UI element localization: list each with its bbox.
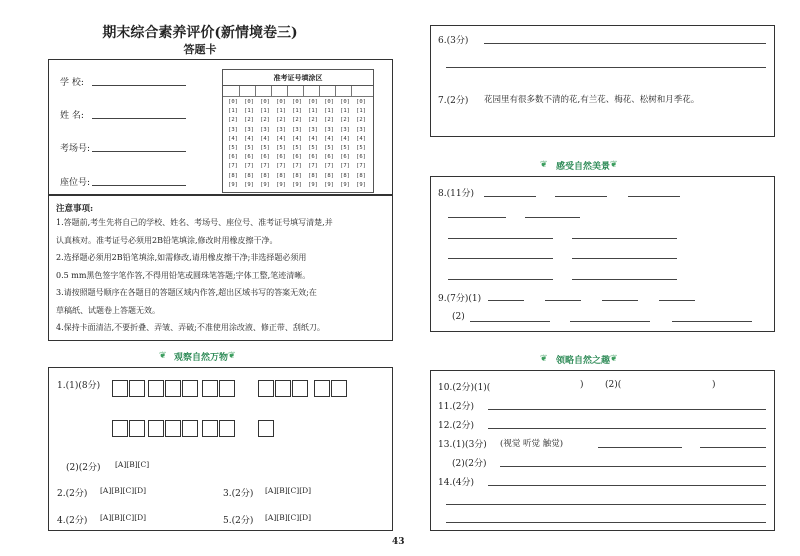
q10-2-close: ) xyxy=(712,380,716,390)
exam-id-digit-bubble[interactable]: [1] xyxy=(356,108,366,115)
exam-id-digit-bubble[interactable]: [2] xyxy=(244,117,254,124)
exam-id-digit-bubble[interactable]: [3] xyxy=(308,126,318,133)
exam-id-digit-column[interactable] xyxy=(257,98,273,190)
note-line: 3.请按照题号顺序在各题目的答题区域内作答,超出区域书写的答案无效;在 xyxy=(56,288,317,297)
leaf-icon: ❦ xyxy=(540,354,548,364)
exam-id-digit-bubble[interactable]: [6] xyxy=(228,154,238,161)
q3-label: 3.(2分) xyxy=(223,489,254,499)
exam-id-digit-bubble[interactable]: [0] xyxy=(356,99,366,105)
exam-id-digit-bubble[interactable]: [1] xyxy=(308,108,318,115)
exam-id-digit-bubble[interactable]: [6] xyxy=(324,154,334,161)
school-label: 学 校: xyxy=(60,78,84,88)
exam-id-digit-column[interactable] xyxy=(225,98,241,190)
exam-id-digit-bubble[interactable]: [1] xyxy=(324,108,334,115)
q13-label: 13.(1)(3分) xyxy=(438,440,487,450)
writing-grid-cell[interactable] xyxy=(129,380,145,397)
q7-label: 7.(2分) xyxy=(438,96,469,106)
leaf-icon: ❦ xyxy=(159,351,167,361)
exam-id-digit-bubble[interactable]: [4] xyxy=(276,135,286,142)
page-number: 43 xyxy=(392,537,405,547)
q13-line[interactable] xyxy=(598,447,682,448)
writing-grid-cell[interactable] xyxy=(258,380,274,397)
exam-id-digit-bubble[interactable]: [4] xyxy=(260,135,270,142)
exam-id-digit-bubble[interactable]: [8] xyxy=(276,172,286,179)
q10-2-label: (2)( xyxy=(605,380,622,390)
q9-line[interactable] xyxy=(545,300,581,301)
exam-id-digit-bubble[interactable]: [5] xyxy=(260,145,270,152)
exam-id-digit-bubble[interactable]: [0] xyxy=(228,99,238,105)
note-line: 4.保持卡面清洁,不要折叠、弄皱、弄破;不准使用涂改液、修正带、刮纸刀。 xyxy=(56,323,325,332)
exam-id-digit-bubble[interactable]: [1] xyxy=(292,108,302,115)
q1-2-label: (2)(2分) xyxy=(66,463,101,473)
exam-id-area xyxy=(222,69,374,193)
writing-grid-cell[interactable] xyxy=(112,420,128,437)
q2-label: 2.(2分) xyxy=(57,489,88,499)
exam-id-digit-bubble[interactable]: [6] xyxy=(244,154,254,161)
exam-room-label: 考场号: xyxy=(60,144,91,154)
exam-id-digit-bubble[interactable]: [3] xyxy=(324,126,334,133)
q9-line[interactable] xyxy=(570,321,650,322)
q7-text: 花园里有很多数不清的花,有兰花、梅花、松树和月季花。 xyxy=(484,95,700,105)
writing-grid-cell[interactable] xyxy=(202,420,218,437)
exam-id-digit-column[interactable] xyxy=(241,98,257,190)
q12-line[interactable] xyxy=(488,428,766,429)
exam-id-digit-bubble[interactable]: [9] xyxy=(308,181,318,188)
q9-line[interactable] xyxy=(488,300,524,301)
notes-heading: 注意事项: xyxy=(56,204,94,214)
exam-id-digit-bubble[interactable]: [4] xyxy=(356,135,366,142)
q8-line[interactable] xyxy=(484,196,536,197)
exam-id-digit-bubble[interactable]: [0] xyxy=(308,99,318,105)
exam-id-digit-bubble[interactable]: [7] xyxy=(308,163,318,170)
exam-id-digit-column[interactable] xyxy=(273,98,289,190)
exam-id-digit-bubble[interactable]: [6] xyxy=(276,154,286,161)
q5-options[interactable]: [A][B][C][D] xyxy=(265,513,312,522)
exam-id-digit-bubble[interactable]: [3] xyxy=(292,126,302,133)
exam-id-digit-bubble[interactable]: [3] xyxy=(276,126,286,133)
exam-id-digit-bubble[interactable]: [0] xyxy=(324,99,334,105)
exam-id-digit-column[interactable] xyxy=(305,98,321,190)
q10-close: ) xyxy=(580,380,584,390)
page-subtitle: 答题卡 xyxy=(183,43,217,56)
q6-label: 6.(3分) xyxy=(438,36,469,46)
q9-1-label: 9.(7分)(1) xyxy=(438,294,482,304)
q8-line[interactable] xyxy=(555,196,607,197)
exam-id-digit-bubble[interactable]: [9] xyxy=(340,181,350,188)
writing-grid-cell[interactable] xyxy=(275,380,291,397)
q8-line[interactable] xyxy=(572,258,677,259)
exam-id-digit-bubble[interactable]: [5] xyxy=(228,145,238,152)
exam-id-digit-bubble[interactable]: [7] xyxy=(340,163,350,170)
q14-line[interactable] xyxy=(446,504,766,505)
exam-id-digit-bubble[interactable]: [8] xyxy=(228,172,238,179)
name-label: 姓 名: xyxy=(60,111,84,121)
leaf-icon: ❦ xyxy=(228,351,236,361)
writing-grid-cell[interactable] xyxy=(112,380,128,397)
exam-id-digit-bubble[interactable]: [4] xyxy=(340,135,350,142)
exam-id-digit-bubble[interactable]: [2] xyxy=(276,117,286,124)
exam-id-digit-bubble[interactable]: [2] xyxy=(292,117,302,124)
q6-answer-line[interactable] xyxy=(484,43,766,44)
exam-id-title: 准考证号填涂区 xyxy=(223,70,373,86)
exam-id-digit-bubble[interactable]: [2] xyxy=(260,117,270,124)
q3-options[interactable]: [A][B][C][D] xyxy=(265,486,312,495)
exam-id-digit-bubble[interactable]: [2] xyxy=(324,117,334,124)
exam-id-digit-bubble[interactable]: [7] xyxy=(324,163,334,170)
writing-grid-cell[interactable] xyxy=(182,420,198,437)
exam-id-digit-bubble[interactable]: [7] xyxy=(260,163,270,170)
exam-id-digit-bubble[interactable]: [7] xyxy=(356,163,366,170)
exam-id-digit-bubble[interactable]: [9] xyxy=(292,181,302,188)
q9-line[interactable] xyxy=(659,300,695,301)
exam-id-digit-bubble[interactable]: [5] xyxy=(292,145,302,152)
exam-id-digit-bubble[interactable]: [4] xyxy=(228,135,238,142)
exam-id-digit-bubble[interactable]: [6] xyxy=(260,154,270,161)
exam-id-digit-bubble[interactable]: [9] xyxy=(260,181,270,188)
q1-1-label: 1.(1)(8分) xyxy=(57,381,101,391)
note-line: 0.5 mm黑色签字笔作答,不得用铅笔或圆珠笔答题;字体工整,笔迹清晰。 xyxy=(56,270,311,280)
exam-id-digit-bubble[interactable]: [4] xyxy=(292,135,302,142)
exam-id-digit-bubble[interactable]: [3] xyxy=(340,126,350,133)
q6-q7-box xyxy=(430,25,775,137)
q9-line[interactable] xyxy=(672,321,752,322)
exam-id-digit-bubble[interactable]: [8] xyxy=(292,172,302,179)
q11-label: 11.(2分) xyxy=(438,402,475,412)
exam-id-digit-bubble[interactable]: [2] xyxy=(356,117,366,124)
exam-id-digit-bubble[interactable]: [9] xyxy=(324,181,334,188)
exam-id-digit-bubble[interactable]: [3] xyxy=(228,126,238,133)
exam-id-digit-bubble[interactable]: [4] xyxy=(324,135,334,142)
exam-id-digit-bubble[interactable]: [6] xyxy=(308,154,318,161)
exam-id-digit-bubble[interactable]: [0] xyxy=(292,99,302,105)
exam-id-digit-bubble[interactable]: [3] xyxy=(260,126,270,133)
q8-line[interactable] xyxy=(448,258,553,259)
writing-grid-cell[interactable] xyxy=(258,420,274,437)
exam-id-digit-bubble[interactable]: [4] xyxy=(244,135,254,142)
leaf-icon: ❦ xyxy=(610,354,618,364)
q4-label: 4.(2分) xyxy=(57,516,88,526)
exam-id-digit-bubble[interactable]: [7] xyxy=(244,163,254,170)
exam-id-digit-bubble[interactable]: [8] xyxy=(244,172,254,179)
exam-id-digit-bubble[interactable]: [6] xyxy=(340,154,350,161)
q4-options[interactable]: [A][B][C][D] xyxy=(100,513,147,522)
section-fun-title: 领略自然之趣 xyxy=(556,356,611,366)
exam-id-digit-bubble[interactable]: [6] xyxy=(292,154,302,161)
writing-grid-cell[interactable] xyxy=(314,380,330,397)
q14-line[interactable] xyxy=(446,522,766,523)
exam-id-digit-bubble[interactable]: [1] xyxy=(260,108,270,115)
exam-id-digit-bubble[interactable]: [3] xyxy=(244,126,254,133)
writing-grid-cell[interactable] xyxy=(129,420,145,437)
q10-label: 10.(2分)(1)( xyxy=(438,383,491,393)
exam-id-digit-bubble[interactable]: [0] xyxy=(340,99,350,105)
note-line: 认真核对。准考证号必须用2B铅笔填涂,修改时用橡皮擦干净。 xyxy=(56,235,278,245)
writing-grid-cell[interactable] xyxy=(219,380,235,397)
writing-grid-cell[interactable] xyxy=(148,420,164,437)
exam-id-digit-bubble[interactable]: [5] xyxy=(340,145,350,152)
exam-id-digit-bubble[interactable]: [3] xyxy=(356,126,366,133)
q6-answer-line[interactable] xyxy=(446,67,766,68)
q13-options: (视觉 听觉 触觉) xyxy=(500,439,564,449)
exam-id-digit-bubble[interactable]: [2] xyxy=(340,117,350,124)
exam-id-digit-bubble[interactable]: [6] xyxy=(356,154,366,161)
writing-grid-cell[interactable] xyxy=(182,380,198,397)
q8-line[interactable] xyxy=(572,279,677,280)
exam-id-digit-bubble[interactable]: [8] xyxy=(356,172,366,179)
note-line: 2.选择题必须用2B铅笔填涂,如需修改,请用橡皮擦干净;非选择题必须用 xyxy=(56,253,307,262)
exam-id-digit-bubble[interactable]: [4] xyxy=(308,135,318,142)
exam-id-digit-bubble[interactable]: [0] xyxy=(260,99,270,105)
exam-id-digit-bubble[interactable]: [9] xyxy=(244,181,254,188)
exam-id-digit-bubble[interactable]: [2] xyxy=(228,117,238,124)
q8-line[interactable] xyxy=(448,217,506,218)
writing-grid-cell[interactable] xyxy=(165,380,181,397)
exam-id-digit-bubble[interactable]: [1] xyxy=(340,108,350,115)
exam-id-digit-bubble[interactable]: [9] xyxy=(356,181,366,188)
exam-id-digit-bubble[interactable]: [5] xyxy=(356,145,366,152)
exam-id-digit-bubble[interactable]: [5] xyxy=(276,145,286,152)
exam-id-digit-bubble[interactable]: [8] xyxy=(340,172,350,179)
school-field[interactable] xyxy=(92,85,186,86)
exam-id-digit-bubble[interactable]: [7] xyxy=(276,163,286,170)
writing-grid-cell[interactable] xyxy=(165,420,181,437)
exam-id-digit-bubble[interactable]: [7] xyxy=(292,163,302,170)
q13-line[interactable] xyxy=(500,466,766,467)
q8-line[interactable] xyxy=(448,238,553,239)
exam-id-digit-bubble[interactable]: [8] xyxy=(308,172,318,179)
q8-line[interactable] xyxy=(572,238,677,239)
q9-2-label: (2) xyxy=(452,312,465,322)
note-line: 1.答题前,考生先将自己的学校、姓名、考场号、座位号、准考证号填写清楚,并 xyxy=(56,218,333,227)
q12-label: 12.(2分) xyxy=(438,421,475,431)
exam-id-digit-column[interactable] xyxy=(289,98,305,190)
exam-id-digit-bubble[interactable]: [1] xyxy=(244,108,254,115)
page-title: 期末综合素养评价(新情境卷三) xyxy=(102,25,298,41)
q14-line[interactable] xyxy=(488,485,766,486)
exam-id-digit-column[interactable] xyxy=(353,98,369,190)
q9-line[interactable] xyxy=(470,321,550,322)
exam-room-field[interactable] xyxy=(92,151,186,152)
q5-label: 5.(2分) xyxy=(223,516,254,526)
exam-id-digit-column[interactable] xyxy=(337,98,353,190)
q1-2-options[interactable]: [A][B][C] xyxy=(115,460,150,469)
exam-id-digit-bubble[interactable]: [7] xyxy=(228,163,238,170)
seat-label: 座位号: xyxy=(60,178,91,188)
section-scenery-box xyxy=(430,176,775,332)
exam-id-digit-bubble[interactable]: [0] xyxy=(244,99,254,105)
section-observe-title: 观察自然万物 xyxy=(174,353,229,363)
writing-grid-cell[interactable] xyxy=(331,380,347,397)
writing-grid-cell[interactable] xyxy=(202,380,218,397)
writing-grid-cell[interactable] xyxy=(292,380,308,397)
seat-field[interactable] xyxy=(92,185,186,186)
exam-id-digit-bubble[interactable]: [1] xyxy=(228,108,238,115)
exam-id-digit-bubble[interactable]: [1] xyxy=(276,108,286,115)
leaf-icon: ❦ xyxy=(540,160,548,170)
name-field[interactable] xyxy=(92,118,186,119)
q9-line[interactable] xyxy=(602,300,638,301)
q8-line[interactable] xyxy=(525,217,580,218)
exam-id-digit-bubble[interactable]: [5] xyxy=(308,145,318,152)
exam-id-digit-bubble[interactable]: [5] xyxy=(244,145,254,152)
exam-id-digit-column[interactable] xyxy=(321,98,337,190)
q2-options[interactable]: [A][B][C][D] xyxy=(100,486,147,495)
q13-2-label: (2)(2分) xyxy=(452,459,487,469)
q8-label: 8.(11分) xyxy=(438,189,475,199)
q13-line[interactable] xyxy=(700,447,766,448)
exam-id-digit-bubble[interactable]: [2] xyxy=(308,117,318,124)
writing-grid-cell[interactable] xyxy=(148,380,164,397)
note-line: 草稿纸、试题卷上答题无效。 xyxy=(56,305,160,315)
q8-line[interactable] xyxy=(628,196,680,197)
exam-id-digit-bubble[interactable]: [8] xyxy=(324,172,334,179)
exam-id-digit-bubble[interactable]: [9] xyxy=(276,181,286,188)
exam-id-digit-bubble[interactable]: [9] xyxy=(228,181,238,188)
q11-line[interactable] xyxy=(488,409,766,410)
writing-grid-cell[interactable] xyxy=(219,420,235,437)
exam-id-digit-bubble[interactable]: [8] xyxy=(260,172,270,179)
section-scenery-title: 感受自然美景 xyxy=(556,162,611,172)
leaf-icon: ❦ xyxy=(610,160,618,170)
q14-label: 14.(4分) xyxy=(438,478,475,488)
section-fun-box xyxy=(430,370,775,531)
q8-line[interactable] xyxy=(448,279,553,280)
exam-id-digit-bubble[interactable]: [5] xyxy=(324,145,334,152)
exam-id-digit-bubble[interactable]: [0] xyxy=(276,99,286,105)
